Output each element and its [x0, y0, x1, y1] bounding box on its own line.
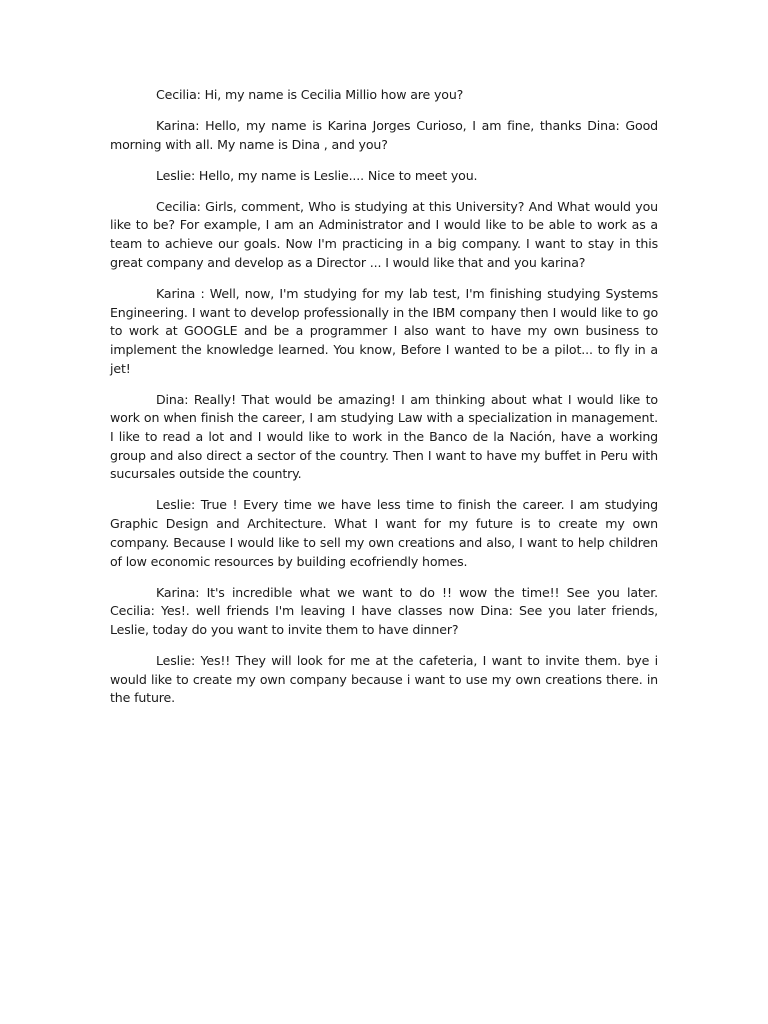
- paragraph-6: Dina: Really! That would be amazing! I am thinking about what I would like to work on when finish the career, I am studying Law with a specialization in management. I like to read a lot and I would like to work in the Banco de la Nación, have a working group and also direct a sector of the country. Then I want to have my buffet in Peru with sucursales outside the country.: [110, 391, 658, 482]
- paragraph-9: Leslie: Yes!! They will look for me at the cafeteria, I want to invite them. bye i would like to create my own company because i want to use my own creations there. in the future.: [110, 652, 658, 706]
- document-body: [110, 86, 658, 720]
- paragraph-5: Karina : Well, now, I'm studying for my lab test, I'm finishing studying Systems Engineering. I want to develop professionally in the IBM company then I would like to go to work at GOOGLE and be a programmer I also want to have my own business to implement the knowledge learned. You know, Before I wanted to be a pilot... to fly in a jet!: [110, 285, 658, 376]
- paragraph-3: Leslie: Hello, my name is Leslie.... Nice to meet you.: [156, 167, 478, 183]
- paragraph-4: Cecilia: Girls, comment, Who is studying at this University? And What would you like to be? For example, I am an Administrator and I would like to be able to work as a team to achieve our goals. Now I'm practicing in a big company. I want to stay in this great company and develop as a Director ... I would like that and you karina?: [110, 198, 658, 270]
- paragraph-8: Karina: It's incredible what we want to do !! wow the time!! See you later. Cecilia: Yes!. well friends I'm leaving I have classes now Dina: See you later friends, Leslie, today do you want to invite them to have dinner?: [110, 584, 658, 637]
- paragraph-7: Leslie: True ! Every time we have less time to finish the career. I am studying Graphic Design and Architecture. What I want for my future is to create my own company. Because I would like to sell my own creations and also, I want to help children of low economic resources by building ecofriendly homes.: [110, 497, 658, 569]
- paragraph-1: Cecilia: Hi, my name is Cecilia Millio how are you?: [156, 87, 464, 102]
- paragraph-2: Karina: Hello, my name is Karina Jorges Curioso, I am fine, thanks Dina: Good morning with all. My name is Dina , and you?: [110, 118, 658, 152]
